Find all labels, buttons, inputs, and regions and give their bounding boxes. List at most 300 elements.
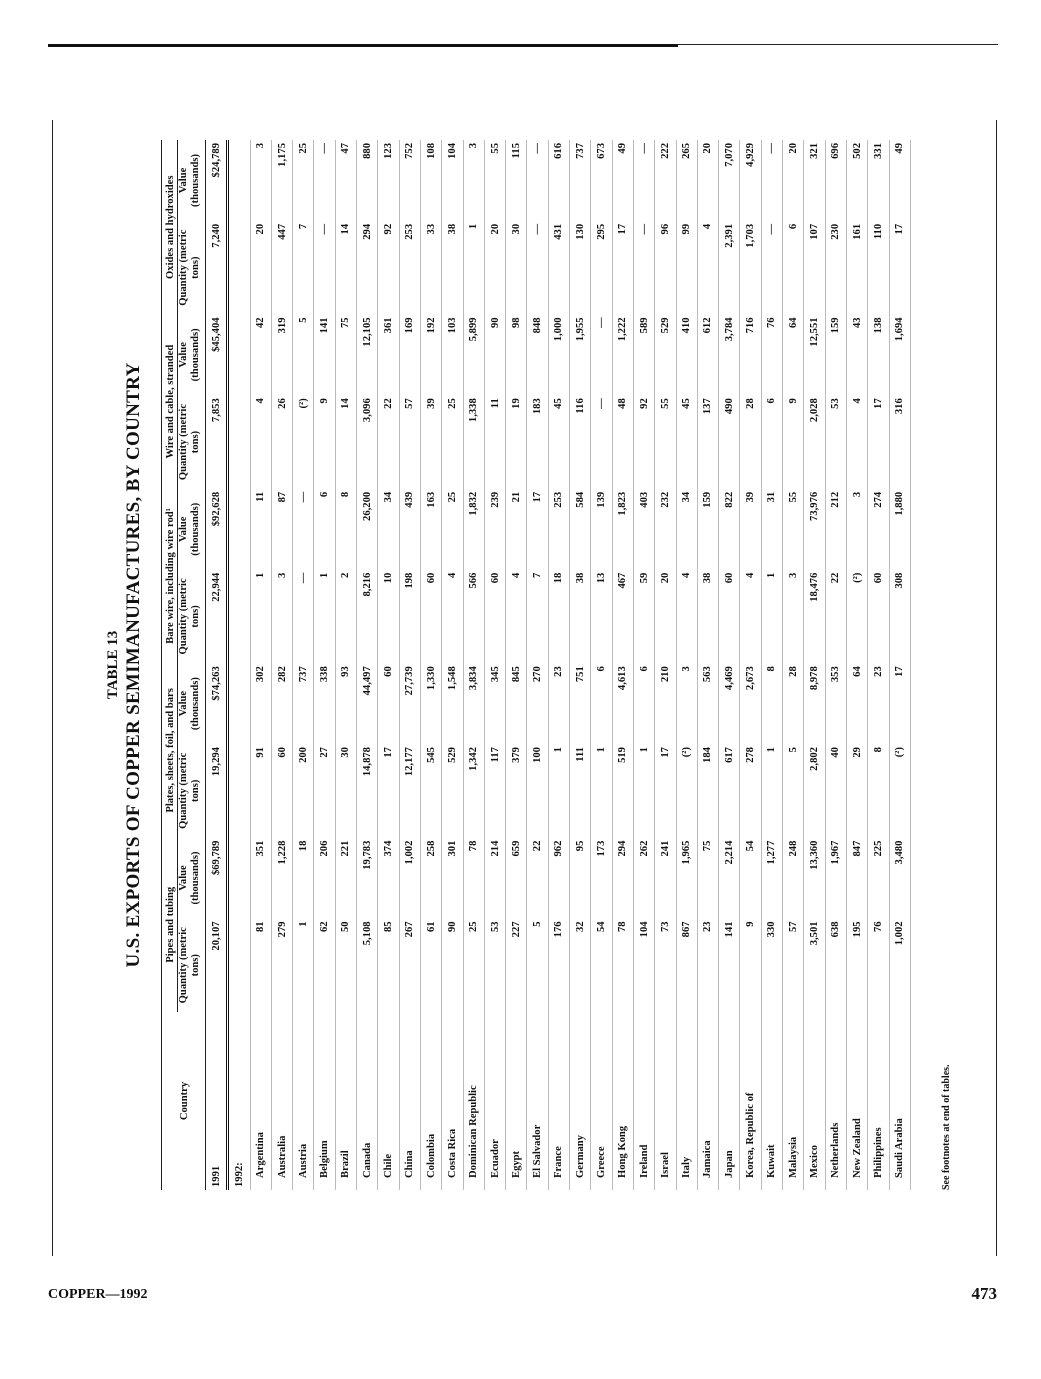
table-cell: 1,880 [889, 489, 910, 570]
table-cell: $92,628 [206, 489, 228, 570]
table-row [357, 140, 378, 1190]
table-cell: 115 [506, 140, 527, 221]
table-cell: 20 [655, 570, 676, 664]
table-cell: 27,739 [399, 663, 420, 744]
table-cell: 1 [250, 570, 271, 664]
table-cell: 138 [868, 314, 889, 395]
table-cell: 23 [548, 663, 569, 744]
table-cell: 737 [570, 140, 591, 221]
table-cell: — [633, 140, 654, 221]
right-margin-rule [996, 120, 997, 1256]
table-cell: 27 [314, 744, 335, 838]
table-row [250, 140, 271, 1190]
table-cell: 3,834 [463, 663, 484, 744]
table-cell: 278 [740, 744, 761, 838]
table-cell: 20 [250, 221, 271, 315]
table-cell: 222 [655, 140, 676, 221]
table-cell: 3,480 [889, 838, 910, 919]
table-row [527, 140, 548, 1190]
table-cell: 1,832 [463, 489, 484, 570]
table-cell: 99 [676, 221, 697, 315]
table-cell: 4 [697, 221, 718, 315]
table-cell: 502 [846, 140, 867, 221]
table-cell: 95 [570, 838, 591, 919]
table-cell: 19 [506, 395, 527, 489]
table-cell: 353 [825, 663, 846, 744]
table-cell: 93 [335, 663, 356, 744]
table-cell: 60 [484, 570, 505, 664]
country-cell: Malaysia [783, 1012, 804, 1190]
table-row [804, 140, 825, 1190]
table-cell: 17 [378, 744, 399, 838]
table-cell: 159 [697, 489, 718, 570]
table-cell: 18 [293, 838, 314, 919]
table-cell: 76 [761, 314, 782, 395]
table-cell: 110 [868, 221, 889, 315]
table-cell: 241 [655, 838, 676, 919]
table-cell: 379 [506, 744, 527, 838]
table-cell: 1,002 [399, 838, 420, 919]
table-cell: 19,783 [357, 838, 378, 919]
table-cell: 39 [420, 395, 441, 489]
table-cell: 4 [846, 395, 867, 489]
country-cell: Dominican Republic [463, 1012, 484, 1190]
table-cell: — [633, 221, 654, 315]
table-cell: 7,070 [719, 140, 740, 221]
table-cell: 4,469 [719, 663, 740, 744]
table-cell: 5 [527, 918, 548, 1012]
table-cell: 214 [484, 838, 505, 919]
country-cell: Colombia [420, 1012, 441, 1190]
table-cell: 92 [378, 221, 399, 315]
table-cell: 1,955 [570, 314, 591, 395]
table-cell: 107 [804, 221, 825, 315]
table-cell: $74,263 [206, 663, 228, 744]
table-cell: 3 [846, 489, 867, 570]
table-cell: (²) [293, 395, 314, 489]
table-cell: 8 [761, 663, 782, 744]
table-cell: 612 [697, 314, 718, 395]
table-cell: 294 [357, 221, 378, 315]
table-cell: 1 [463, 221, 484, 315]
table-title: U.S. EXPORTS OF COPPER SEMIMANUFACTURES, BY COUNTRY [123, 362, 144, 968]
table-cell: 3 [271, 570, 292, 664]
table-cell: 38 [570, 570, 591, 664]
table-cell: 17 [655, 744, 676, 838]
table-cell: 439 [399, 489, 420, 570]
table-cell: 14 [335, 395, 356, 489]
table-cell: 822 [719, 489, 740, 570]
table-cell: 60 [271, 744, 292, 838]
table-cell: 4 [740, 570, 761, 664]
table-cell: 100 [527, 744, 548, 838]
table-cell: 1,342 [463, 744, 484, 838]
table-cell: 659 [506, 838, 527, 919]
table-cell: 28 [783, 663, 804, 744]
group-header: Bare wire, including wire rod¹ [162, 489, 178, 663]
table-cell: (²) [889, 744, 910, 838]
country-cell: Netherlands [825, 1012, 846, 1190]
table-cell: 200 [293, 744, 314, 838]
table-cell: 50 [335, 918, 356, 1012]
table-cell: 195 [846, 918, 867, 1012]
table-cell: 6 [761, 395, 782, 489]
table-cell: 26 [271, 395, 292, 489]
table-cell: 38 [442, 221, 463, 315]
table-cell: 410 [676, 314, 697, 395]
table-cell: 9 [783, 395, 804, 489]
table-row [335, 140, 356, 1190]
table-cell: 54 [591, 918, 612, 1012]
table-cell: 6 [633, 663, 654, 744]
table-cell: 1,277 [761, 838, 782, 919]
table-cell: 1,694 [889, 314, 910, 395]
table-cell: 519 [612, 744, 633, 838]
table-cell: 673 [591, 140, 612, 221]
country-cell: Greece [591, 1012, 612, 1190]
table-cell: 2,214 [719, 838, 740, 919]
table-cell: 1 [633, 744, 654, 838]
table-cell: 9 [740, 918, 761, 1012]
table-cell: 751 [570, 663, 591, 744]
table-cell: 40 [825, 744, 846, 838]
table-cell: 1,228 [271, 838, 292, 919]
table-cell: 130 [570, 221, 591, 315]
value-header: Value (thousands) [178, 663, 206, 744]
table-row [420, 140, 441, 1190]
table-cell: (²) [676, 744, 697, 838]
table-cell: 403 [633, 489, 654, 570]
table-cell: 98 [506, 314, 527, 395]
table-cell: 3,096 [357, 395, 378, 489]
table-cell: 737 [293, 663, 314, 744]
table-cell: — [527, 221, 548, 315]
table-row [612, 140, 633, 1190]
group-header: Oxides and hydroxides [162, 140, 178, 314]
table-cell: 221 [335, 838, 356, 919]
table-cell: 8,978 [804, 663, 825, 744]
table-row [655, 140, 676, 1190]
table-cell: 616 [548, 140, 569, 221]
quantity-header: Quantity (metric tons) [178, 918, 206, 1012]
table-row [761, 140, 782, 1190]
table-row [548, 140, 569, 1190]
country-cell: Ireland [633, 1012, 654, 1190]
table-cell: 25 [442, 395, 463, 489]
table-cell: 90 [442, 918, 463, 1012]
value-header: Value (thousands) [178, 140, 206, 221]
table-cell: 184 [697, 744, 718, 838]
table-cell: 137 [697, 395, 718, 489]
table-cell: 123 [378, 140, 399, 221]
table-row [633, 140, 654, 1190]
table-cell: 338 [314, 663, 335, 744]
table-cell: 49 [612, 140, 633, 221]
table-cell: 1 [761, 744, 782, 838]
table-cell: 22,944 [206, 570, 228, 664]
table-cell: 1 [591, 744, 612, 838]
table-cell: 282 [271, 663, 292, 744]
table-cell: 467 [612, 570, 633, 664]
running-head: COPPER—1992 [48, 1287, 148, 1302]
table-cell: 1,002 [889, 918, 910, 1012]
table-cell: 75 [335, 314, 356, 395]
table-cell: — [293, 570, 314, 664]
table-row [846, 140, 867, 1190]
table-row [783, 140, 804, 1190]
value-header: Value (thousands) [178, 314, 206, 395]
table-cell: 566 [463, 570, 484, 664]
table-cell: 6 [314, 489, 335, 570]
table-cell: 31 [761, 489, 782, 570]
table-row [463, 140, 484, 1190]
table-cell: 60 [868, 570, 889, 664]
table-cell: 81 [250, 918, 271, 1012]
table-cell: 1,823 [612, 489, 633, 570]
country-cell: New Zealand [846, 1012, 867, 1190]
table-cell: 3,784 [719, 314, 740, 395]
country-cell: Jamaica [697, 1012, 718, 1190]
table-cell: 270 [527, 663, 548, 744]
table-cell: 22 [527, 838, 548, 919]
table-cell: 20 [783, 140, 804, 221]
table-cell: — [527, 140, 548, 221]
table-cell: 20,107 [206, 918, 228, 1012]
table-cell: 253 [399, 221, 420, 315]
table-cell: 10 [378, 570, 399, 664]
table-cell: 22 [825, 570, 846, 664]
table-cell: 85 [378, 918, 399, 1012]
country-header: Country [162, 1012, 206, 1190]
country-cell: Mexico [804, 1012, 825, 1190]
table-cell: 11 [484, 395, 505, 489]
table-cell: 230 [825, 221, 846, 315]
table-cell: 73 [655, 918, 676, 1012]
table-cell: 5 [783, 744, 804, 838]
table-cell: 173 [591, 838, 612, 919]
quantity-header: Quantity (metric tons) [178, 395, 206, 489]
table-cell: 563 [697, 663, 718, 744]
table-row [570, 140, 591, 1190]
country-cell: Canada [357, 1012, 378, 1190]
page-number: 473 [971, 1284, 997, 1303]
table-cell: 4 [506, 570, 527, 664]
table-cell: 1 [293, 918, 314, 1012]
table-cell: 1,330 [420, 663, 441, 744]
table-cell: 34 [378, 489, 399, 570]
table-cell: 1,338 [463, 395, 484, 489]
table-cell: 4 [250, 395, 271, 489]
table-cell: 2,391 [719, 221, 740, 315]
table-cell: 14,878 [357, 744, 378, 838]
total-row-1991 [206, 140, 228, 1190]
table-cell: 117 [484, 744, 505, 838]
table-cell: 55 [783, 489, 804, 570]
table-cell: 3 [250, 140, 271, 221]
table-cell: 206 [314, 838, 335, 919]
table-cell: 529 [655, 314, 676, 395]
table-cell: 44,497 [357, 663, 378, 744]
table-cell: 55 [655, 395, 676, 489]
table-cell: 1 [548, 744, 569, 838]
table-row [676, 140, 697, 1190]
table-row [740, 140, 761, 1190]
table-cell: 17 [889, 221, 910, 315]
table-cell: 96 [655, 221, 676, 315]
table-cell: 545 [420, 744, 441, 838]
table-cell: 62 [314, 918, 335, 1012]
table-cell: — [314, 221, 335, 315]
table-row [868, 140, 889, 1190]
table-cell: 6 [591, 663, 612, 744]
country-cell: Japan [719, 1012, 740, 1190]
table-cell: 1,222 [612, 314, 633, 395]
table-cell: 141 [314, 314, 335, 395]
table-cell: 1 [314, 570, 335, 664]
table-cell: 90 [484, 314, 505, 395]
table-cell: $24,789 [206, 140, 228, 221]
table-row [889, 140, 910, 1190]
table-cell: 22 [378, 395, 399, 489]
table-cell: 25 [293, 140, 314, 221]
table-cell: 351 [250, 838, 271, 919]
table-cell: 1 [761, 570, 782, 664]
subheading-row [228, 140, 250, 1190]
table-cell: 1,175 [271, 140, 292, 221]
table-cell: 91 [250, 744, 271, 838]
table-cell: 301 [442, 838, 463, 919]
value-header: Value (thousands) [178, 838, 206, 919]
country-cell: Argentina [250, 1012, 271, 1190]
table-cell: — [591, 314, 612, 395]
table-cell: 49 [889, 140, 910, 221]
table-cell: 176 [548, 918, 569, 1012]
table-cell: 279 [271, 918, 292, 1012]
table-cell: 2 [335, 570, 356, 664]
table-cell: 29 [846, 744, 867, 838]
country-cell: Saudi Arabia [889, 1012, 910, 1190]
country-cell: Philippines [868, 1012, 889, 1190]
top-rule-bold [48, 44, 678, 47]
table-cell: 108 [420, 140, 441, 221]
table-cell: — [761, 140, 782, 221]
country-cell: Kuwait [761, 1012, 782, 1190]
table-cell: 103 [442, 314, 463, 395]
table-cell: 17 [612, 221, 633, 315]
table-cell: 845 [506, 663, 527, 744]
table-cell: 321 [804, 140, 825, 221]
table-cell: 4 [676, 570, 697, 664]
table-cell: 490 [719, 395, 740, 489]
table-cell: 12,551 [804, 314, 825, 395]
rotated-table-area [105, 140, 965, 1190]
table-cell: 9 [314, 395, 335, 489]
table-cell: 867 [676, 918, 697, 1012]
table-cell: 12,177 [399, 744, 420, 838]
table-cell: 78 [463, 838, 484, 919]
table-cell: 4,613 [612, 663, 633, 744]
table-cell: 1,703 [740, 221, 761, 315]
country-cell: Belgium [314, 1012, 335, 1190]
table-cell: — [591, 395, 612, 489]
table-cell: 43 [846, 314, 867, 395]
country-cell: Korea, Republic of [740, 1012, 761, 1190]
table-cell: 87 [271, 489, 292, 570]
table-row [719, 140, 740, 1190]
table-row [293, 140, 314, 1190]
table-cell: 294 [612, 838, 633, 919]
table-row [399, 140, 420, 1190]
table-cell: 32 [570, 918, 591, 1012]
table-cell: 64 [846, 663, 867, 744]
table-cell: 59 [633, 570, 654, 664]
table-cell: 274 [868, 489, 889, 570]
country-cell: Italy [676, 1012, 697, 1190]
table-cell: 76 [868, 918, 889, 1012]
table-cell: 17 [527, 489, 548, 570]
table-cell: 361 [378, 314, 399, 395]
quantity-header: Quantity (metric tons) [178, 744, 206, 838]
table-cell: $69,789 [206, 838, 228, 919]
table-cell: 4,929 [740, 140, 761, 221]
table-number: TABLE 13 [105, 630, 121, 700]
table-cell: 5,899 [463, 314, 484, 395]
table-cell: 374 [378, 838, 399, 919]
table-cell: 78 [612, 918, 633, 1012]
table-cell: 3,501 [804, 918, 825, 1012]
table-row [506, 140, 527, 1190]
table-cell: 60 [719, 570, 740, 664]
quantity-header: Quantity (metric tons) [178, 221, 206, 315]
table-cell: 962 [548, 838, 569, 919]
table-cell: 48 [612, 395, 633, 489]
table-cell: 17 [868, 395, 889, 489]
country-cell: Costa Rica [442, 1012, 463, 1190]
table-cell: 295 [591, 221, 612, 315]
table-cell: 20 [484, 221, 505, 315]
table-cell: 47 [335, 140, 356, 221]
country-cell: El Salvador [527, 1012, 548, 1190]
table-row [314, 140, 335, 1190]
table-cell: 61 [420, 918, 441, 1012]
country-cell: Israel [655, 1012, 676, 1190]
left-margin-rule [52, 120, 53, 1256]
table-cell: 60 [378, 663, 399, 744]
country-cell: Hong Kong [612, 1012, 633, 1190]
table-cell: — [293, 489, 314, 570]
table-cell: (²) [846, 570, 867, 664]
table-cell: 33 [420, 221, 441, 315]
table-cell: 617 [719, 744, 740, 838]
table-cell: 159 [825, 314, 846, 395]
table-cell: 258 [420, 838, 441, 919]
table-cell: 2,802 [804, 744, 825, 838]
table-cell: 104 [633, 918, 654, 1012]
table-cell: 7,240 [206, 221, 228, 315]
country-cell: Australia [271, 1012, 292, 1190]
table-row [484, 140, 505, 1190]
table-cell: 7,853 [206, 395, 228, 489]
table-cell: 45 [548, 395, 569, 489]
table-cell: 192 [420, 314, 441, 395]
table-cell: 23 [868, 663, 889, 744]
table-cell: 345 [484, 663, 505, 744]
table-cell: 316 [889, 395, 910, 489]
exports-table [161, 140, 911, 1190]
table-cell: 23 [697, 918, 718, 1012]
table-cell: 2,028 [804, 395, 825, 489]
table-cell: 26,200 [357, 489, 378, 570]
